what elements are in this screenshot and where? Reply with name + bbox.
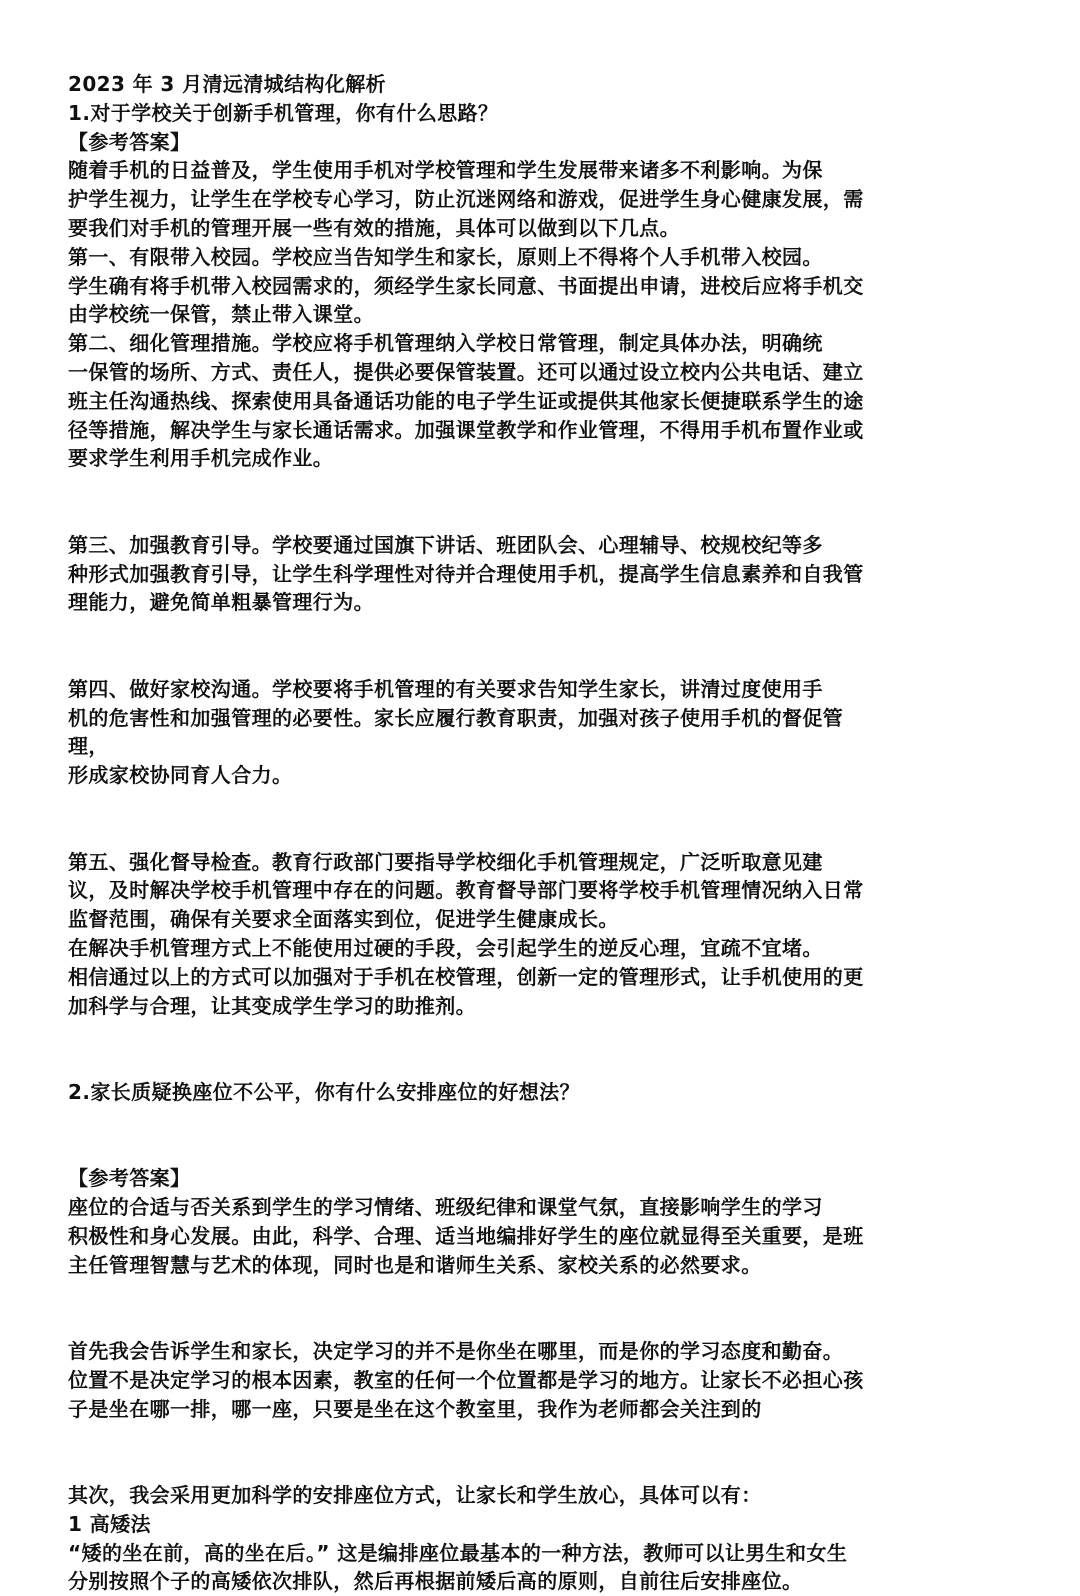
paragraph-line: 理能力，避免简单粗暴管理行为。 [68, 590, 374, 615]
paragraph-line: 一保管的场所、方式、责任人，提供必要保管装置。还可以通过设立校内公共电话、建立 [68, 359, 864, 384]
paragraph-line: 第三、加强教育引导。学校要通过国旗下讲话、班团队会、心理辅导、校规校纪等多 [68, 532, 823, 557]
paragraph-line: 第一、有限带入校园。学校应当告知学生和家长，原则上不得将个人手机带入校园。 [68, 244, 823, 269]
paragraph-line: 种形式加强教育引导，让学生科学理性对待并合理使用手机，提高学生信息素养和自我管 [68, 561, 864, 586]
blank-line [68, 1107, 1018, 1165]
question-2: 2.家长质疑换座位不公平，你有什么安排座位的好想法？ [68, 1079, 580, 1104]
blank-line [68, 1020, 1018, 1078]
paragraph-line: 分别按照个子的高矮依次排队，然后再根据前矮后高的原则，自前往后安排座位。 [68, 1569, 803, 1594]
paragraph-line: 随着手机的日益普及，学生使用手机对学校管理和学生发展带来诸多不利影响。为保 [68, 158, 823, 183]
paragraph-line: 班主任沟通热线、探索使用具备通话功能的电子学生证或提供其他家长便捷联系学生的途 [68, 388, 864, 413]
paragraph-line: 位置不是决定学习的根本因素，教室的任何一个位置都是学习的地方。让家长不必担心孩 [68, 1367, 864, 1392]
paragraph-line: 理， [68, 734, 109, 759]
paragraph-line: 护学生视力，让学生在学校专心学习，防止沉迷网络和游戏，促进学生身心健康发展，需 [68, 187, 864, 212]
paragraph-line: 首先我会告诉学生和家长，决定学习的并不是你坐在哪里，而是你的学习态度和勤奋。 [68, 1339, 844, 1364]
paragraph-line: 监督范围，确保有关要求全面落实到位，促进学生健康成长。 [68, 907, 619, 932]
paragraph-line: 座位的合适与否关系到学生的学习情绪、班级纪律和课堂气氛，直接影响学生的学习 [68, 1195, 823, 1220]
paragraph-line: 其次，我会采用更加科学的安排座位方式，让家长和学生放心，具体可以有： [68, 1483, 762, 1508]
paragraph-line: “矮的坐在前，高的坐在后。” 这是编排座位最基本的一种方法，教师可以让男生和女生 [68, 1540, 848, 1565]
question-1: 1.对于学校关于创新手机管理，你有什么思路？ [68, 100, 499, 125]
blank-line [68, 617, 1018, 675]
paragraph-line: 径等措施，解决学生与家长通话需求。加强课堂教学和作业管理，不得用手机布置作业或 [68, 417, 864, 442]
paragraph-line: 机的危害性和加强管理的必要性。家长应履行教育职责，加强对孩子使用手机的督促管 [68, 705, 844, 730]
paragraph-line: 学生确有将手机带入校园需求的，须经学生家长同意、书面提出申请，进校后应将手机交 [68, 273, 864, 298]
paragraph-line: 由学校统一保管，禁止带入课堂。 [68, 302, 374, 327]
paragraph-line: 在解决手机管理方式上不能使用过硬的手段，会引起学生的逆反心理，宜疏不宜堵。 [68, 935, 823, 960]
answer-tag-2: 【参考答案】 [68, 1166, 191, 1191]
paragraph-line: 主任管理智慧与艺术的体现，同时也是和谐师生关系、家校关系的必然要求。 [68, 1252, 762, 1277]
document-body [68, 70, 1018, 1596]
document-title: 2023 年 3 月清远清城结构化解析 [68, 72, 387, 96]
paragraph-line: 积极性和身心发展。由此，科学、合理、适当地编排好学生的座位就显得至关重要，是班 [68, 1223, 864, 1248]
paragraph-line: 子是坐在哪一排，哪一座，只要是坐在这个教室里，我作为老师都会关注到的 [68, 1396, 762, 1421]
blank-line [68, 1279, 1018, 1337]
paragraph-line: 第四、做好家校沟通。学校要将手机管理的有关要求告知学生家长，讲清过度使用手 [68, 676, 823, 701]
paragraph-line: 议，及时解决学校手机管理中存在的问题。教育督导部门要将学校手机管理情况纳入日常 [68, 878, 864, 903]
blank-line [68, 790, 1018, 848]
paragraph-line: 第二、细化管理措施。学校应将手机管理纳入学校日常管理，制定具体办法，明确统 [68, 331, 823, 356]
paragraph-line: 要求学生利用手机完成作业。 [68, 446, 334, 471]
paragraph-line: 第五、强化督导检查。教育行政部门要指导学校细化手机管理规定，广泛听取意见建 [68, 849, 823, 874]
blank-line [68, 473, 1018, 531]
blank-line [68, 1423, 1018, 1481]
paragraph-line: 加科学与合理，让其变成学生学习的助推剂。 [68, 993, 476, 1018]
answer-tag-1: 【参考答案】 [68, 129, 191, 154]
method-heading: 1 高矮法 [68, 1511, 151, 1536]
paragraph-line: 形成家校协同育人合力。 [68, 763, 293, 788]
paragraph-line: 相信通过以上的方式可以加强对于手机在校管理，创新一定的管理形式，让手机使用的更 [68, 964, 864, 989]
paragraph-line: 要我们对手机的管理开展一些有效的措施，具体可以做到以下几点。 [68, 215, 680, 240]
